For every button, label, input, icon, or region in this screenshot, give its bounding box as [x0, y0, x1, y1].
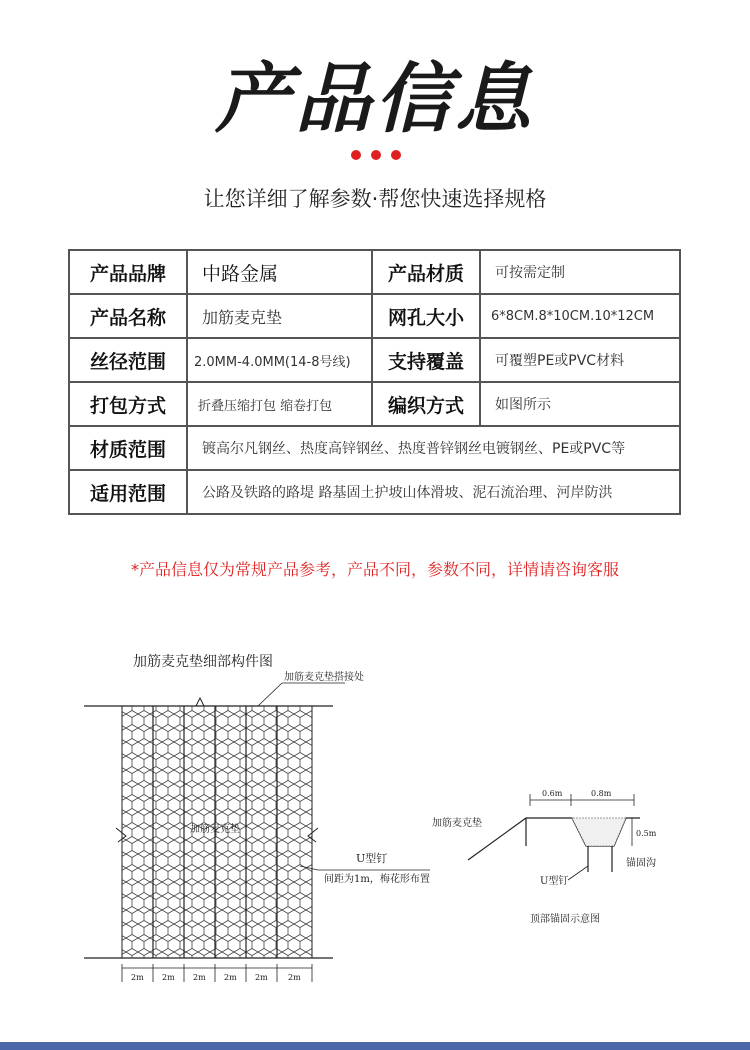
spec-key: 材质范围	[69, 426, 187, 470]
width-label: 2m	[255, 973, 268, 982]
spec-value: 镀高尔凡钢丝、热度高锌钢丝、热度普锌钢丝电镀钢丝、PE或PVC等	[187, 426, 680, 470]
page-subtitle: 让您详细了解参数·帮您快速选择规格	[203, 187, 547, 211]
width-label: 2m	[288, 973, 301, 982]
spec-key: 编织方式	[372, 382, 480, 426]
bottom-bar	[0, 1042, 750, 1050]
spec-key: 适用范围	[69, 470, 187, 514]
spec-value: 可覆塑PE或PVC材料	[480, 338, 680, 382]
spec-key: 网孔大小	[372, 294, 480, 338]
spec-value: 加筋麦克垫	[187, 294, 372, 338]
disclaimer-note: *产品信息仅为常规产品参考，产品不同，参数不同，详情请咨询客服	[130, 560, 619, 579]
dim-label: 0.8m	[591, 789, 612, 798]
spec-value: 2.0MM-4.0MM(14-8号线)	[187, 338, 372, 382]
spec-key: 丝径范围	[69, 338, 187, 382]
label-spacing: 间距为1m，梅花形布置	[324, 874, 430, 885]
width-label: 2m	[162, 973, 175, 982]
spec-value: 中路金属	[187, 250, 372, 294]
dim-label: 0.6m	[542, 789, 563, 798]
spec-key: 打包方式	[69, 382, 187, 426]
spec-key: 产品材质	[372, 250, 480, 294]
spec-value: 可按需定制	[480, 250, 680, 294]
spec-value: 6*8CM.8*10CM.10*12CM	[480, 294, 680, 338]
diagram-title: 加筋麦克垫细部构件图	[133, 654, 273, 670]
label-u-right: U型钉	[540, 876, 569, 887]
anchor-diagram	[432, 789, 657, 925]
label-top: 加筋麦克垫搭接处	[284, 672, 364, 683]
page-title: 产品信息	[215, 54, 535, 143]
spec-value: 如图所示	[480, 382, 680, 426]
spec-key: 支持覆盖	[372, 338, 480, 382]
width-label: 2m	[224, 973, 237, 982]
label-center: 加筋麦克垫	[190, 824, 240, 835]
width-label: 2m	[193, 973, 206, 982]
label-u-nail: U型钉	[356, 852, 388, 865]
spec-key: 产品名称	[69, 294, 187, 338]
spec-value: 公路及铁路的路堤 路基固土护坡山体滑坡、泥石流治理、河岸防洪	[187, 470, 680, 514]
dim-label: 0.5m	[636, 829, 657, 838]
anchor-caption: 顶部锚固示意图	[530, 914, 600, 925]
break-mark	[196, 698, 204, 706]
spec-value: 折叠压缩打包 缩卷打包	[187, 382, 372, 426]
label-anchor: 锚固沟	[626, 858, 656, 869]
width-label: 2m	[131, 973, 144, 982]
label-mat-right: 加筋麦克垫	[432, 818, 482, 829]
spec-key: 产品品牌	[69, 250, 187, 294]
